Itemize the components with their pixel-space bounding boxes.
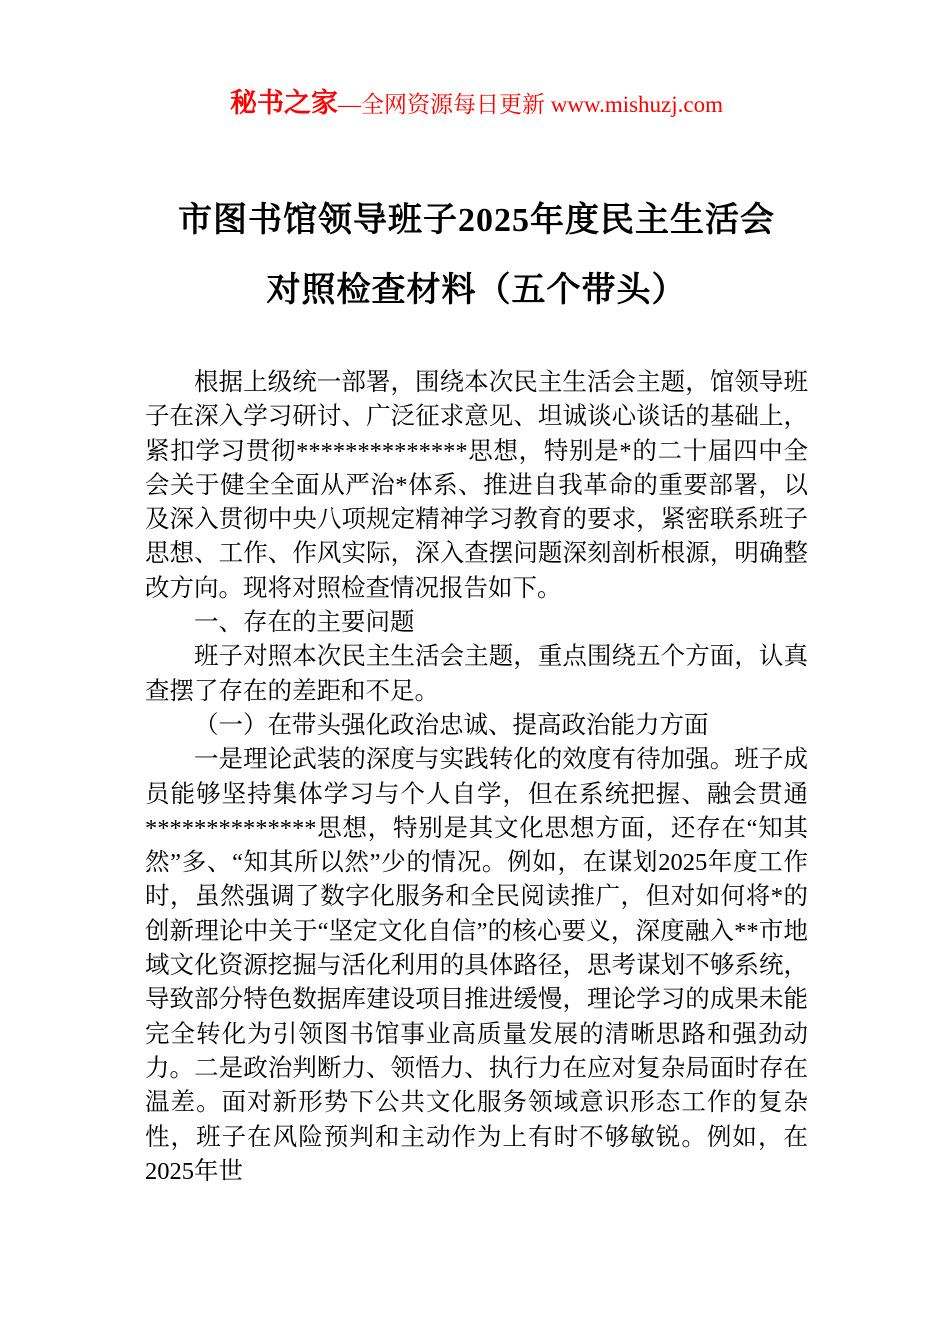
title-line-2: 对照检查材料（五个带头） (266, 272, 687, 309)
body-paragraph: 一是理论武装的深度与实践转化的效度有待加强。班子成员能够坚持集体学习与个人自学，但在系统把握、融会贯通**************思想，特别是其文化思想方面，还存在“知其然”多、“知其所以然”少的情况。例如，在谋划2025年度工作时，虽然强调了数字化服务和全民阅读推广，但对如何将*的创新理论中关于“坚定文化自信”的核心要义，深度融入**市地域文化资源挖掘与活化利用的具体路径，思考谋划不够系统，导致部分特色数据库建设项目推进缓慢，理论学习的成果未能完全转化为引领图书馆事业高质量发展的清晰思路和强劲动力。二是政治判断力、领悟力、执行力在应对复杂局面时存在温差。面对新形势下公共文化服务领域意识形态工作的复杂性，班子在风险预判和主动作为上有时不够敏锐。例如，在2025年世 (145, 746, 808, 1185)
subsection-heading: （一）在带头强化政治忠诚、提高政治能力方面 (194, 711, 709, 739)
site-brand: 秘书之家 (229, 88, 338, 118)
site-header (145, 88, 808, 120)
section-heading: 一、存在的主要问题 (194, 609, 415, 637)
title-line-1: 市图书馆领导班子2025年度民主生活会 (178, 202, 775, 239)
document-body (145, 366, 808, 1189)
site-tagline: —全网资源每日更新 (337, 92, 551, 117)
site-url: www.mishuzj.com (550, 92, 723, 117)
body-paragraph: 班子对照本次民主生活会主题，重点围绕五个方面，认真查摆了存在的差距和不足。 (145, 643, 808, 705)
document-title (145, 186, 808, 326)
intro-paragraph: 根据上级统一部署，围绕本次民主生活会主题，馆领导班子在深入学习研讨、广泛征求意见、坦诚谈心谈话的基础上，紧扣学习贯彻**************思想，特别是*的二十届四中全会关于健全全面从严治*体系、推进自我革命的重要部署，以及深入贯彻中央八项规定精神学习教育的要求，紧密联系班子思想、工作、作风实际，深入查摆问题深刻剖析根源，明确整改方向。现将对照检查情况报告如下。 (145, 369, 808, 602)
